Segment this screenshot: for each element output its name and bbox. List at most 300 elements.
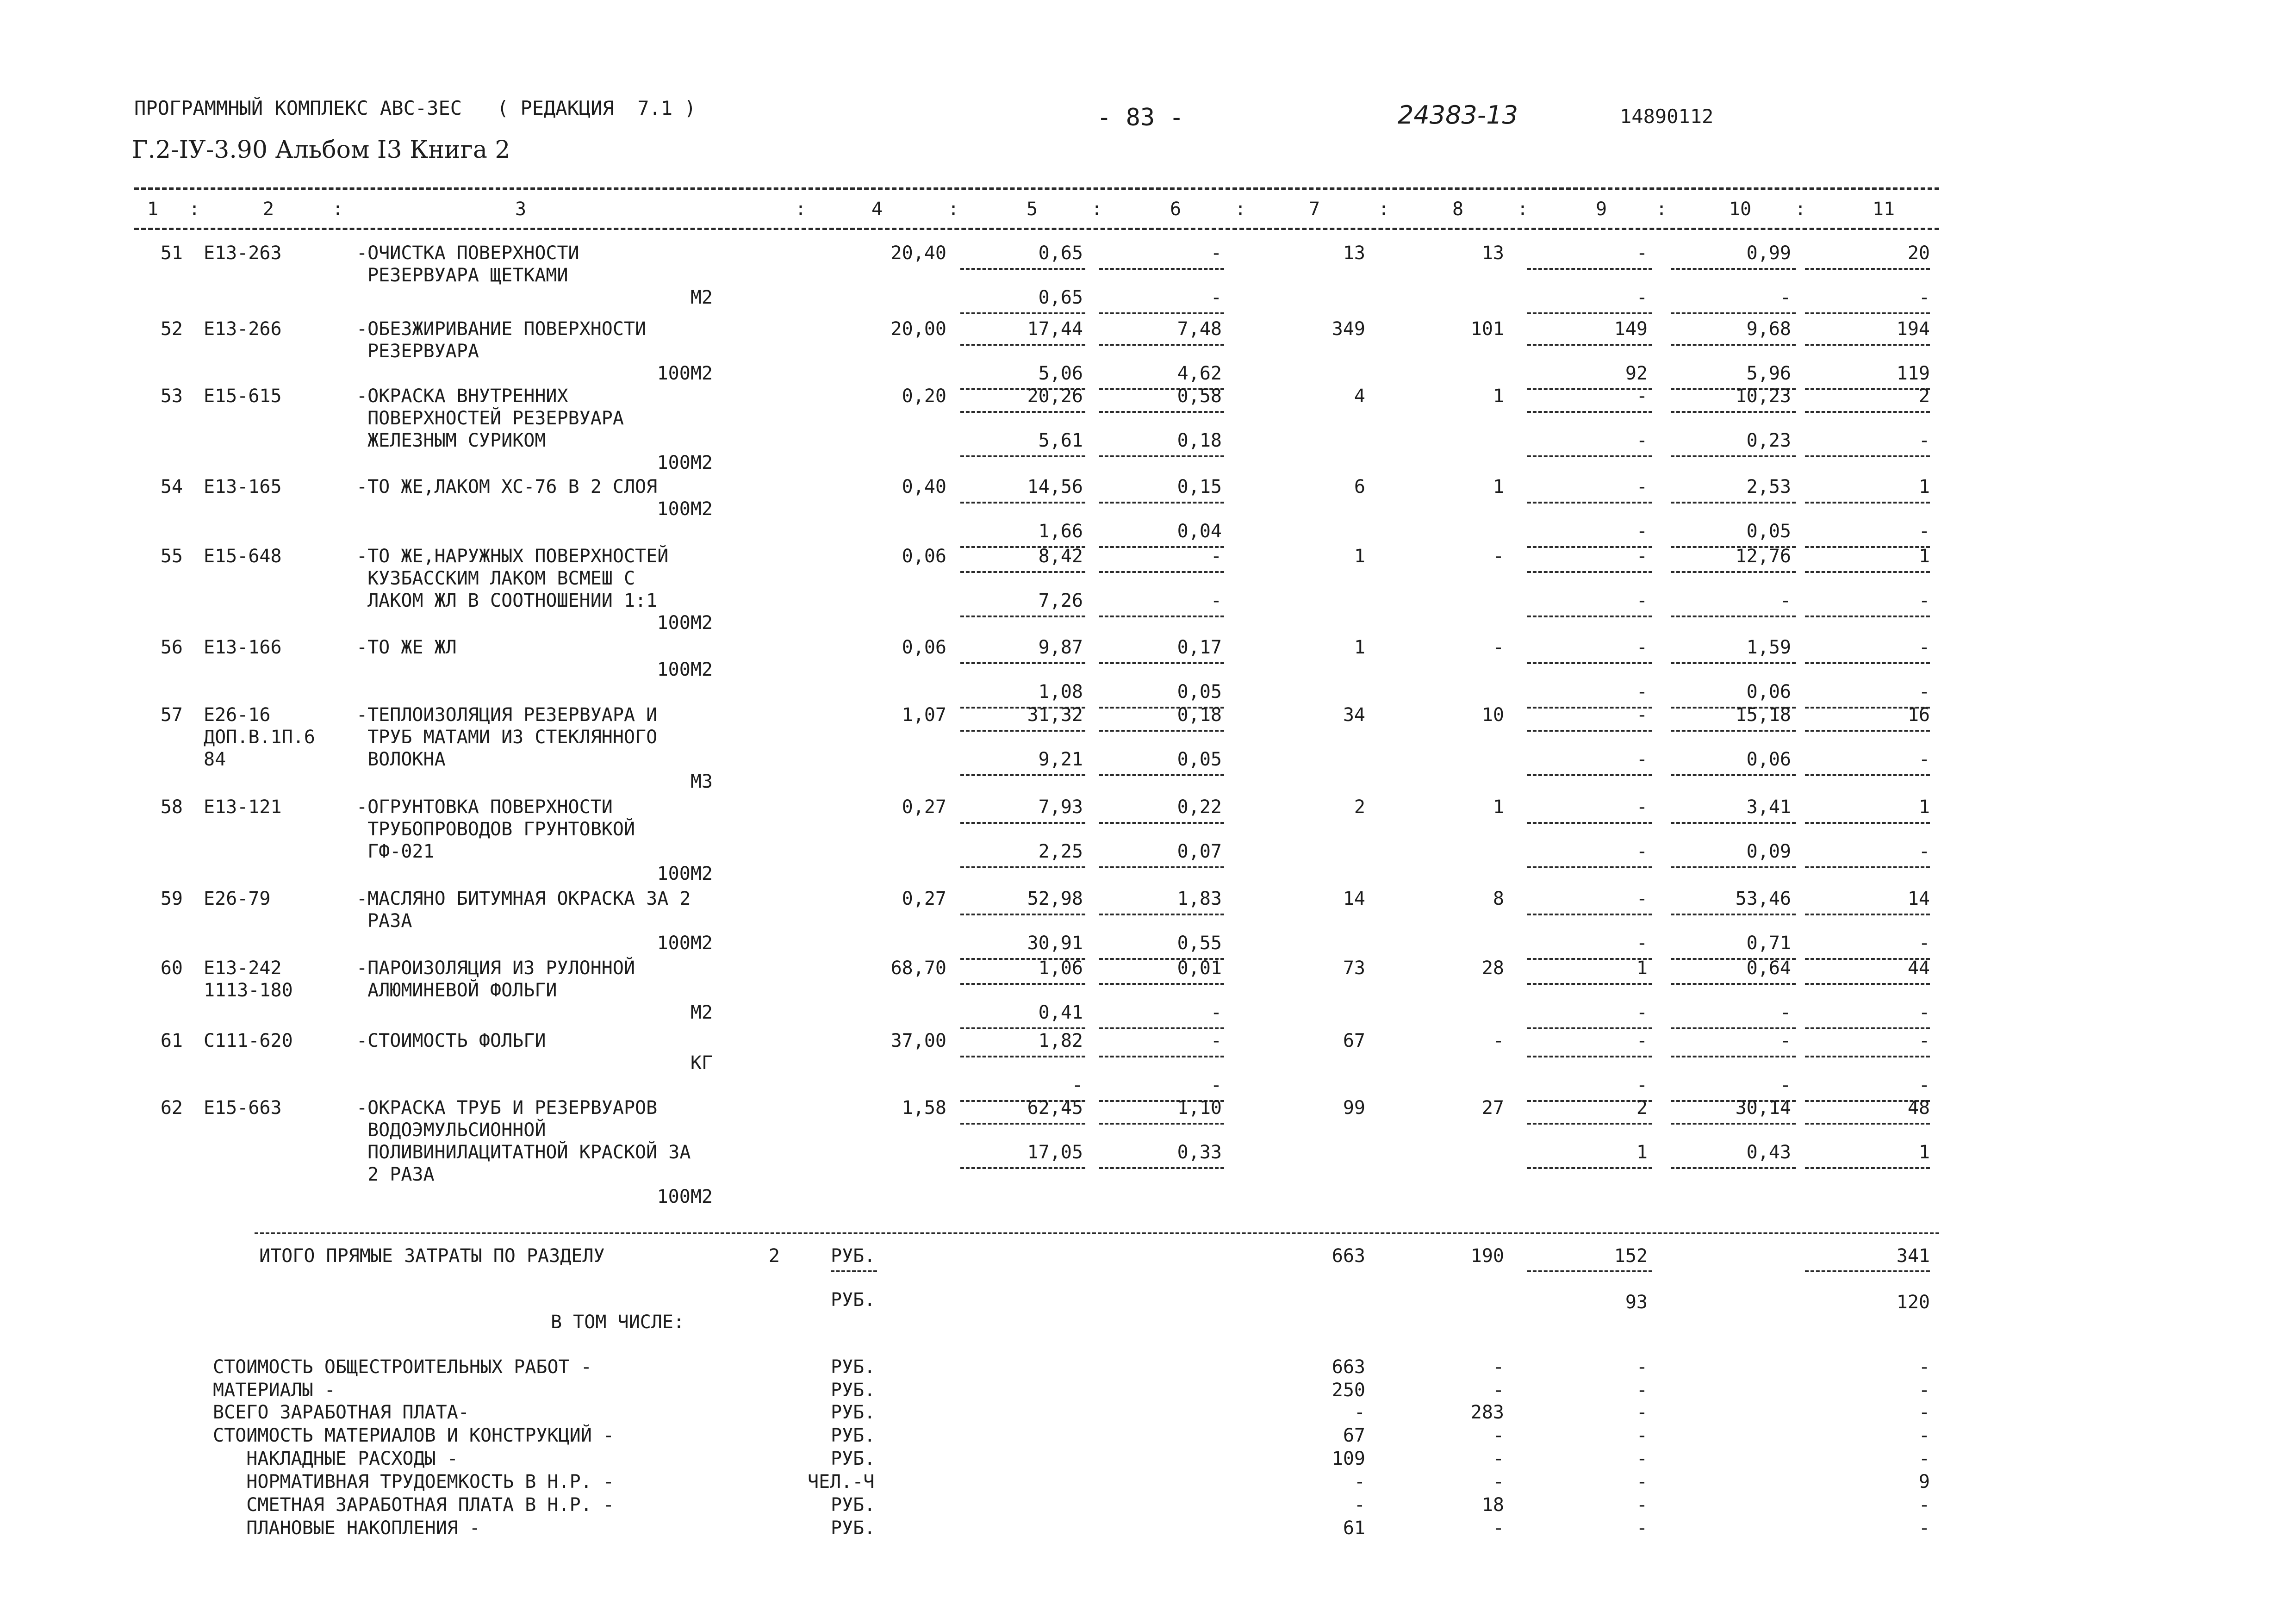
breakdown-cost: 67 (1343, 1425, 1365, 1446)
labour-unit-machine: 0,23 (1746, 430, 1791, 451)
quantity: 0,27 (902, 888, 946, 909)
breakdown-label: СМЕТНАЯ ЗАРАБОТНАЯ ПЛАТА В Н.Р. - (213, 1494, 614, 1516)
total-cost: 73 (1343, 958, 1365, 979)
machine-cost: 149 (1614, 318, 1648, 340)
cell-rule (1805, 730, 1930, 732)
unit-wage: - (1071, 1075, 1083, 1096)
unit-cost-total: 62,45 (1027, 1097, 1083, 1119)
labour-unit: 10,23 (1735, 386, 1791, 407)
column-header-20: : (1794, 199, 1806, 220)
labour-unit: - (1780, 1030, 1791, 1051)
labour-total: 48 (1907, 1097, 1930, 1119)
unit-cost-machines: - (1210, 1030, 1222, 1051)
row-number: 51 (160, 243, 183, 264)
quantity: 0,06 (902, 637, 946, 658)
unit-cost-machines: - (1210, 546, 1222, 567)
unit-machine-wage: 0,18 (1177, 430, 1222, 451)
cell-rule (1805, 1027, 1930, 1029)
unit-machine-wage: 0,55 (1177, 933, 1222, 954)
work-description: 2 РАЗА (356, 1164, 435, 1185)
breakdown-cost: 663 (1332, 1356, 1365, 1378)
machine-wage: - (1636, 681, 1648, 703)
labour-unit-machine: 0,71 (1746, 933, 1791, 954)
column-header-15: 8 (1452, 199, 1464, 220)
work-description: ПОЛИВИНИЛАЦИТАТНОЙ КРАСКОЙ ЗА (356, 1142, 691, 1163)
row-number: 61 (160, 1030, 183, 1051)
unit-wage: 9,21 (1038, 749, 1083, 770)
cell-rule (1805, 914, 1930, 915)
machine-cost: - (1636, 704, 1648, 726)
breakdown-wages: - (1493, 1471, 1504, 1492)
totals-machines: 152 (1614, 1245, 1648, 1267)
unit-of-measure: 100М2 (657, 363, 713, 384)
breakdown-labour: - (1918, 1448, 1930, 1469)
work-description: ТРУБ МАТАМИ ИЗ СТЕКЛЯННОГО (356, 727, 658, 748)
cell-rule (1671, 312, 1796, 314)
work-description: -ТЕПЛОИЗОЛЯЦИЯ РЕЗЕРВУАРА И (356, 704, 658, 726)
unit-of-measure: 100М2 (657, 498, 713, 520)
breakdown-labour: - (1918, 1380, 1930, 1401)
breakdown-labour: - (1918, 1517, 1930, 1539)
breakdown-cost: - (1354, 1494, 1365, 1516)
total-cost: 6 (1354, 476, 1365, 497)
cell-rule (1527, 411, 1652, 413)
column-header-19: 10 (1729, 199, 1752, 220)
labour-total-machine: - (1918, 590, 1930, 611)
machine-cost: - (1636, 476, 1648, 497)
quantity: 0,40 (902, 476, 946, 497)
norm-code: Е13-166 (204, 637, 282, 658)
unit-of-measure: 100М2 (657, 863, 713, 884)
labour-total-machine: - (1918, 521, 1930, 542)
labour-unit-machine: - (1780, 1075, 1791, 1096)
total-cost: 67 (1343, 1030, 1365, 1051)
machine-cost: - (1636, 637, 1648, 658)
including-label: В ТОМ ЧИСЛЕ: (551, 1312, 684, 1333)
cell-rule (960, 822, 1085, 824)
breakdown-wages: 283 (1470, 1402, 1504, 1423)
unit-of-measure: М2 (690, 1002, 713, 1023)
cell-rule (960, 983, 1085, 985)
labour-total-machine: - (1918, 933, 1930, 954)
work-description: -ТО ЖЕ,НАРУЖНЫХ ПОВЕРХНОСТЕЙ (356, 546, 669, 567)
breakdown-label: МАТЕРИАЛЫ - (213, 1380, 336, 1401)
cell-rule (1671, 822, 1796, 824)
total-cost: 14 (1343, 888, 1365, 909)
total-cost: 349 (1332, 318, 1365, 340)
work-description: РАЗА (356, 910, 412, 932)
labour-total: 14 (1907, 888, 1930, 909)
total-wages: - (1493, 546, 1504, 567)
total-wages: 1 (1493, 476, 1504, 497)
work-description: -ТО ЖЕ,ЛАКОМ ХС-76 В 2 СЛОЯ (356, 476, 658, 497)
breakdown-label: СТОИМОСТЬ МАТЕРИАЛОВ И КОНСТРУКЦИЙ - (213, 1425, 614, 1446)
machine-wage: - (1636, 1002, 1648, 1023)
labour-unit: 0,99 (1746, 243, 1791, 264)
norm-code: Е13-266 (204, 318, 282, 340)
unit-machine-wage: - (1210, 1075, 1222, 1096)
unit-wage: 1,66 (1038, 521, 1083, 542)
column-header-18: : (1655, 199, 1668, 220)
breakdown-machines: - (1636, 1471, 1648, 1492)
work-description: -ТО ЖЕ ЖЛ (356, 637, 457, 658)
row-number: 59 (160, 888, 183, 909)
breakdown-unit: РУБ. (831, 1448, 876, 1469)
cell-rule (960, 730, 1085, 732)
row-number: 55 (160, 546, 183, 567)
quantity: 0,06 (902, 546, 946, 567)
cell-rule (1099, 866, 1224, 868)
work-description: -ОГРУНТОВКА ПОВЕРХНОСТИ (356, 796, 613, 818)
program-header: ПРОГРАММНЫЙ КОМПЛЕКС АВС-3ЕС ( РЕДАКЦИЯ 7.1 ) (134, 97, 696, 119)
cell-rule (1671, 1123, 1796, 1125)
unit-cost-total: 8,42 (1038, 546, 1083, 567)
breakdown-machines: - (1636, 1380, 1648, 1401)
labour-unit: 2,53 (1746, 476, 1791, 497)
breakdown-wages: - (1493, 1425, 1504, 1446)
cell-rule (1099, 312, 1224, 314)
breakdown-machines: - (1636, 1494, 1648, 1516)
unit-of-measure: 100М2 (657, 612, 713, 634)
cell-rule (960, 1123, 1085, 1125)
labour-total-machine: - (1918, 749, 1930, 770)
unit-cost-total: 1,06 (1038, 958, 1083, 979)
cell-rule (1805, 344, 1930, 346)
unit-machine-wage: - (1210, 590, 1222, 611)
quantity: 1,07 (902, 704, 946, 726)
unit-of-measure: М3 (690, 771, 713, 792)
total-cost: 1 (1354, 637, 1365, 658)
labour-unit-machine: 0,06 (1746, 681, 1791, 703)
unit-cost-machines: 0,22 (1177, 796, 1222, 818)
quantity: 1,58 (902, 1097, 946, 1119)
quantity: 37,00 (890, 1030, 946, 1051)
breakdown-unit: РУБ. (831, 1494, 876, 1516)
work-description: ЖЕЛЕЗНЫМ СУРИКОМ (356, 430, 546, 451)
breakdown-cost: 61 (1343, 1517, 1365, 1539)
album-title: Г.2-IУ-3.90 Альбом I3 Книга 2 (132, 136, 510, 164)
breakdown-wages: - (1493, 1356, 1504, 1378)
norm-code: Е26-79 (204, 888, 271, 909)
breakdown-machines: - (1636, 1402, 1648, 1423)
cell-rule (1099, 1123, 1224, 1125)
cell-rule (1527, 455, 1652, 457)
machine-cost: - (1636, 243, 1648, 264)
quantity: 68,70 (890, 958, 946, 979)
total-cost: 1 (1354, 546, 1365, 567)
row-number: 53 (160, 386, 183, 407)
cell-rule (1527, 1056, 1652, 1057)
norm-code: Е15-663 (204, 1097, 282, 1119)
labour-total-machine: - (1918, 1075, 1930, 1096)
cell-rule (1671, 866, 1796, 868)
cell-rule (1099, 1027, 1224, 1029)
cell-rule (1099, 822, 1224, 824)
breakdown-labour: - (1918, 1494, 1930, 1516)
cell-rule (1671, 774, 1796, 776)
total-cost: 2 (1354, 796, 1365, 818)
total-cost: 4 (1354, 386, 1365, 407)
labour-unit: 0,64 (1746, 958, 1791, 979)
cell-rule (1805, 502, 1930, 504)
total-wages: 13 (1481, 243, 1504, 264)
unit-of-measure: 100М2 (657, 452, 713, 473)
work-description: -ПАРОИЗОЛЯЦИЯ ИЗ РУЛОННОЙ (356, 958, 635, 979)
labour-total: 2 (1918, 386, 1930, 407)
document-number: 24383-13 (1398, 100, 1518, 130)
cell-rule (1671, 914, 1796, 915)
column-header-10: : (1091, 199, 1103, 220)
machine-wage: - (1636, 933, 1648, 954)
cell-rule (1805, 411, 1930, 413)
cell-rule (1527, 1123, 1652, 1125)
cell-rule (960, 774, 1085, 776)
work-description: ЛАКОМ ЖЛ В СООТНОШЕНИИ 1:1 (356, 590, 658, 611)
breakdown-label: НАКЛАДНЫЕ РАСХОДЫ - (213, 1448, 458, 1469)
work-description: КУЗБАССКИМ ЛАКОМ ВСМЕШ С (356, 568, 635, 589)
labour-unit: 15,18 (1735, 704, 1791, 726)
cell-rule (1099, 914, 1224, 915)
cell-rule (1671, 344, 1796, 346)
totals-unit-second: РУБ. (831, 1289, 876, 1311)
unit-wage: 1,08 (1038, 681, 1083, 703)
labour-total: 20 (1907, 243, 1930, 264)
unit-of-measure: М2 (690, 287, 713, 308)
norm-code-extra: ДОП.В.1П.6 (204, 727, 315, 748)
cell-rule (1099, 571, 1224, 573)
cell-rule (1527, 502, 1652, 504)
breakdown-machines: - (1636, 1517, 1648, 1539)
row-number: 52 (160, 318, 183, 340)
cell-rule (1671, 1027, 1796, 1029)
cell-rule (1805, 571, 1930, 573)
column-header-12: : (1234, 199, 1246, 220)
work-description: -ОБЕЗЖИРИВАНИЕ ПОВЕРХНОСТИ (356, 318, 647, 340)
cell-rule (1099, 983, 1224, 985)
unit-machine-wage: 0,07 (1177, 841, 1222, 862)
unit-cost-machines: 0,18 (1177, 704, 1222, 726)
work-description: РЕЗЕРВУАРА ЩЕТКАМИ (356, 265, 568, 286)
unit-cost-total: 17,44 (1027, 318, 1083, 340)
total-cost: 34 (1343, 704, 1365, 726)
unit-cost-total: 31,32 (1027, 704, 1083, 726)
cell-rule (1099, 268, 1224, 270)
machine-wage: - (1636, 521, 1648, 542)
total-wages: 1 (1493, 796, 1504, 818)
machine-cost: - (1636, 888, 1648, 909)
breakdown-unit: РУБ. (831, 1380, 876, 1401)
cell-rule (1671, 730, 1796, 732)
machine-cost: - (1636, 386, 1648, 407)
cell-rule (1805, 1123, 1930, 1125)
unit-of-measure: 100М2 (657, 1186, 713, 1207)
unit-of-measure: КГ (690, 1052, 713, 1074)
totals-machine-wages: 93 (1625, 1292, 1648, 1313)
total-wages: 1 (1493, 386, 1504, 407)
cell-rule (1527, 822, 1652, 824)
labour-total-machine: 119 (1896, 363, 1930, 384)
total-cost: 13 (1343, 243, 1365, 264)
labour-unit: 9,68 (1746, 318, 1791, 340)
column-header-5: 3 (515, 199, 527, 220)
machine-wage: - (1636, 1075, 1648, 1096)
unit-cost-machines: 0,15 (1177, 476, 1222, 497)
work-description: ВОЛОКНА (356, 749, 446, 770)
breakdown-unit: РУБ. (831, 1402, 876, 1423)
cell-rule (960, 571, 1085, 573)
labour-unit: 12,76 (1735, 546, 1791, 567)
cell-rule (1099, 774, 1224, 776)
column-header-6: : (795, 199, 807, 220)
unit-wage: 0,41 (1038, 1002, 1083, 1023)
quantity: 20,40 (890, 243, 946, 264)
totals-unit: РУБ. (831, 1245, 876, 1267)
column-header-9: 5 (1026, 199, 1038, 220)
unit-machine-wage: 0,33 (1177, 1142, 1222, 1163)
work-description: -СТОИМОСТЬ ФОЛЬГИ (356, 1030, 546, 1051)
unit-cost-total: 52,98 (1027, 888, 1083, 909)
cell-rule (1099, 662, 1224, 664)
unit-cost-total: 9,87 (1038, 637, 1083, 658)
norm-code: Е13-242 (204, 958, 282, 979)
unit-cost-machines: 1,10 (1177, 1097, 1222, 1119)
cell-rule (1671, 268, 1796, 270)
cell-rule (1527, 616, 1652, 617)
totals-section-number: 2 (768, 1245, 780, 1267)
breakdown-wages: 18 (1481, 1494, 1504, 1516)
labour-total-machine: - (1918, 287, 1930, 308)
breakdown-label: ВСЕГО ЗАРАБОТНАЯ ПЛАТА- (213, 1402, 469, 1423)
labour-unit-machine: 0,05 (1746, 521, 1791, 542)
norm-code: С111-620 (204, 1030, 293, 1051)
row-number: 60 (160, 958, 183, 979)
breakdown-unit: РУБ. (831, 1356, 876, 1378)
unit-cost-machines: 7,48 (1177, 318, 1222, 340)
breakdown-machines: - (1636, 1448, 1648, 1469)
cell-rule (1805, 616, 1930, 617)
breakdown-labour: - (1918, 1425, 1930, 1446)
labour-unit-machine: - (1780, 1002, 1791, 1023)
unit-machine-wage: 0,05 (1177, 749, 1222, 770)
cell-rule (1527, 866, 1652, 868)
unit-machine-wage: 0,04 (1177, 521, 1222, 542)
cell-rule (960, 662, 1085, 664)
cell-rule (1527, 983, 1652, 985)
cell-rule (1671, 1167, 1796, 1169)
cell-rule (1671, 455, 1796, 457)
totals-labour: 341 (1896, 1245, 1930, 1267)
machine-wage: - (1636, 430, 1648, 451)
unit-wage: 7,26 (1038, 590, 1083, 611)
total-wages: 27 (1481, 1097, 1504, 1119)
totals-cost: 663 (1332, 1245, 1365, 1267)
total-wages: - (1493, 637, 1504, 658)
cell-rule (1805, 268, 1930, 270)
unit-wage: 5,06 (1038, 363, 1083, 384)
unit-cost-machines: 0,58 (1177, 386, 1222, 407)
cell-rule (1527, 1167, 1652, 1169)
breakdown-wages: - (1493, 1380, 1504, 1401)
page-number: - 83 - (1097, 104, 1184, 131)
unit-cost-machines: 0,17 (1177, 637, 1222, 658)
total-wages: 28 (1481, 958, 1504, 979)
column-header-14: : (1378, 199, 1390, 220)
quantity: 0,27 (902, 796, 946, 818)
total-cost: 99 (1343, 1097, 1365, 1119)
labour-unit: 1,59 (1746, 637, 1791, 658)
cell-rule (1527, 662, 1652, 664)
cell-rule (1527, 1270, 1652, 1272)
labour-unit-machine: - (1780, 590, 1791, 611)
machine-wage: 92 (1625, 363, 1648, 384)
labour-total-machine: - (1918, 1002, 1930, 1023)
work-description: АЛЮМИНЕВОЙ ФОЛЬГИ (356, 980, 557, 1001)
breakdown-machines: - (1636, 1356, 1648, 1378)
cell-rule (960, 1027, 1085, 1029)
cell-rule (1527, 268, 1652, 270)
cell-rule (1527, 312, 1652, 314)
row-number: 57 (160, 704, 183, 726)
cell-rule (1671, 983, 1796, 985)
breakdown-label: ПЛАНОВЫЕ НАКОПЛЕНИЯ - (213, 1517, 480, 1539)
unit-machine-wage: 4,62 (1177, 363, 1222, 384)
cell-rule (960, 866, 1085, 868)
cell-rule (1527, 774, 1652, 776)
cell-rule (1805, 774, 1930, 776)
machine-wage: - (1636, 287, 1648, 308)
machine-cost: - (1636, 1030, 1648, 1051)
unit-wage: 0,65 (1038, 287, 1083, 308)
cell-rule (960, 455, 1085, 457)
cell-rule (960, 1056, 1085, 1057)
cell-rule (1805, 455, 1930, 457)
unit-cost-total: 7,93 (1038, 796, 1083, 818)
work-description: -ОКРАСКА ТРУБ И РЕЗЕРВУАРОВ (356, 1097, 658, 1119)
row-number: 54 (160, 476, 183, 497)
row-number: 56 (160, 637, 183, 658)
cell-rule (1805, 312, 1930, 314)
breakdown-cost: - (1354, 1471, 1365, 1492)
cell-rule (960, 502, 1085, 504)
norm-code: Е13-263 (204, 243, 282, 264)
work-description: -ОКРАСКА ВНУТРЕННИХ (356, 386, 568, 407)
labour-total: 1 (1918, 476, 1930, 497)
unit-cost-machines: - (1210, 243, 1222, 264)
unit-cost-total: 0,65 (1038, 243, 1083, 264)
cell-rule (1671, 502, 1796, 504)
work-description: ПОВЕРХНОСТЕЙ РЕЗЕРВУАРА (356, 408, 624, 429)
total-wages: 101 (1470, 318, 1504, 340)
cell-rule (1527, 730, 1652, 732)
breakdown-wages: - (1493, 1448, 1504, 1469)
cell-rule (1527, 1027, 1652, 1029)
column-header-16: : (1517, 199, 1529, 220)
cell-rule (1805, 1056, 1930, 1057)
labour-total: 1 (1918, 546, 1930, 567)
norm-code: Е15-648 (204, 546, 282, 567)
unit-cost-machines: 0,01 (1177, 958, 1222, 979)
breakdown-cost: - (1354, 1402, 1365, 1423)
column-header-17: 9 (1595, 199, 1607, 220)
labour-total-machine: 1 (1918, 1142, 1930, 1163)
column-header-7: 4 (871, 199, 883, 220)
labour-unit-machine: 0,43 (1746, 1142, 1791, 1163)
unit-wage: 17,05 (1027, 1142, 1083, 1163)
cell-rule (960, 1167, 1085, 1169)
cell-rule (1099, 502, 1224, 504)
total-wages: 10 (1481, 704, 1504, 726)
work-description: ГФ-021 (356, 841, 435, 862)
